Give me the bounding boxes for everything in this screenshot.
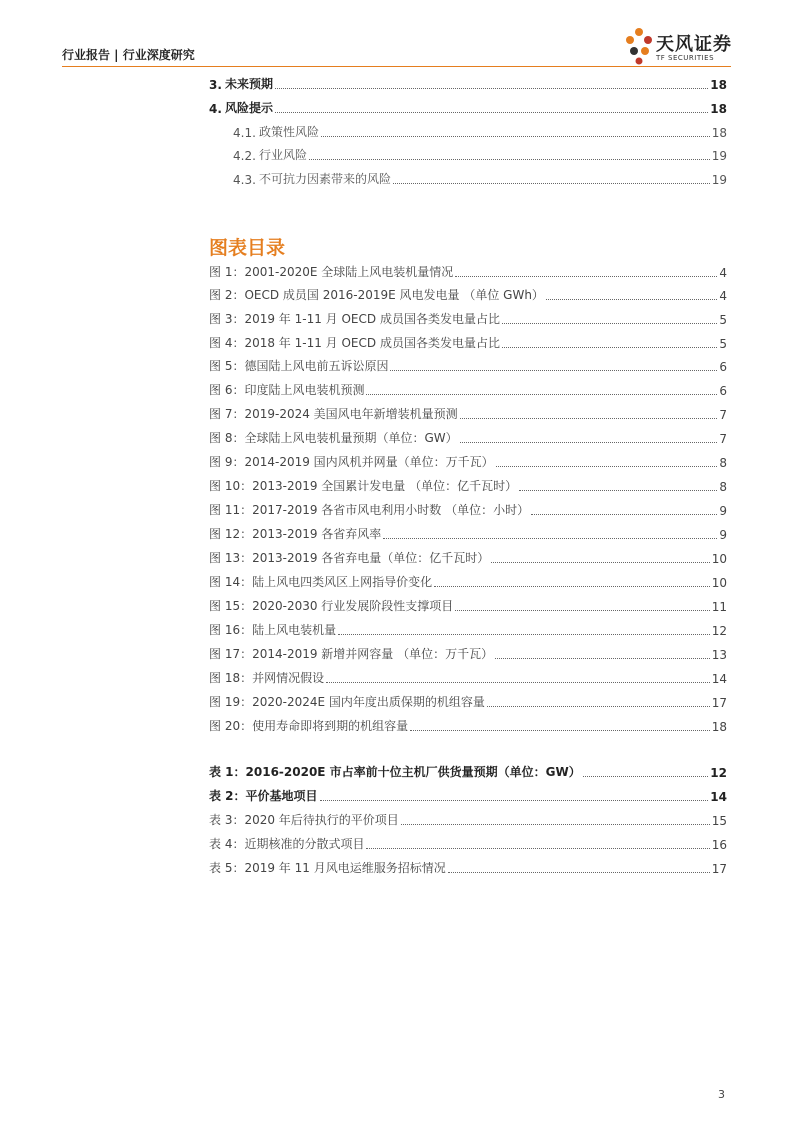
figure-text: 图 9：2014-2019 国内风机并网量（单位：万千瓦） [209, 455, 494, 469]
toc-entry[interactable] [209, 100, 727, 116]
toc-number: 4.1. [233, 126, 256, 140]
table-text: 表 1：2016-2020E 市占率前十位主机厂供货量预期（单位：GW） [209, 765, 581, 779]
table-text: 表 4：近期核准的分散式项目 [209, 837, 365, 851]
figure-page: 12 [711, 624, 727, 638]
figure-text: 图 11：2017-2019 各省市风电利用小时数 （单位：小时） [209, 503, 530, 517]
figure-page: 17 [711, 696, 727, 710]
figure-page: 8 [719, 480, 727, 494]
figure-text: 图 16：陆上风电装机量 [209, 623, 337, 637]
toc-leader [275, 112, 708, 113]
figure-page: 7 [719, 432, 727, 446]
figure-entry[interactable] [209, 526, 727, 542]
toc-leader [309, 159, 710, 160]
figure-entry[interactable] [209, 550, 727, 566]
toc-page: 18 [710, 78, 727, 92]
figure-leader [519, 490, 717, 491]
figure-page: 13 [711, 648, 727, 662]
report-header: 行业报告 | 行业深度研究 [62, 48, 195, 62]
figure-entry[interactable] [209, 430, 727, 446]
figures-section-title: 图表目录 [209, 237, 286, 259]
figure-text: 图 12：2013-2019 各省弃风率 [209, 527, 382, 541]
figure-leader [531, 514, 717, 515]
figure-page: 11 [711, 600, 727, 614]
figure-page: 9 [719, 528, 727, 542]
table-leader [583, 776, 709, 777]
table-entry[interactable] [209, 788, 727, 804]
table-page: 12 [710, 766, 727, 780]
figure-text: 图 17：2014-2019 新增并网容量 （单位：万千瓦） [209, 647, 494, 661]
figure-page: 18 [711, 720, 727, 734]
figure-page: 14 [711, 672, 727, 686]
figure-leader [460, 418, 718, 419]
table-page: 16 [711, 838, 727, 852]
figure-leader [383, 538, 717, 539]
figure-leader [338, 634, 710, 635]
figure-leader [496, 466, 718, 467]
toc-text: 风险提示 [225, 101, 274, 115]
figure-entry[interactable] [209, 502, 727, 518]
figure-leader [455, 276, 717, 277]
table-page: 14 [710, 790, 727, 804]
figure-text: 图 15：2020-2030 行业发展阶段性支撑项目 [209, 599, 454, 613]
table-leader [366, 848, 709, 849]
figure-entry[interactable] [209, 574, 727, 590]
figure-page: 4 [719, 266, 727, 280]
toc-number: 4. [209, 102, 222, 116]
figure-leader [455, 610, 709, 611]
figure-leader [502, 323, 717, 324]
figure-leader [434, 586, 710, 587]
figure-entry[interactable] [209, 358, 727, 374]
figure-page: 6 [719, 360, 727, 374]
toc-page: 19 [711, 149, 727, 163]
figure-entry[interactable] [209, 382, 727, 398]
figure-leader [491, 562, 709, 563]
figure-page: 5 [719, 337, 727, 351]
figure-leader [546, 299, 717, 300]
figure-entry[interactable] [209, 264, 727, 280]
toc-entry[interactable] [209, 76, 727, 92]
page-number: 3 [718, 1088, 725, 1101]
figure-text: 图 19：2020-2024E 国内年度出质保期的机组容量 [209, 695, 485, 709]
table-leader [401, 824, 710, 825]
figure-page: 10 [711, 552, 727, 566]
toc-entry[interactable] [233, 171, 727, 187]
toc-text: 行业风险 [259, 148, 308, 162]
figure-leader [410, 730, 710, 731]
figure-leader [326, 682, 710, 683]
toc-entry[interactable] [233, 124, 727, 140]
figure-entry[interactable] [209, 670, 727, 686]
toc-text: 不可抗力因素带来的风险 [259, 172, 392, 186]
table-leader [320, 800, 709, 801]
figure-page: 5 [719, 313, 727, 327]
figure-text: 图 2：OECD 成员国 2016-2019E 风电发电量 （单位 GWh） [209, 288, 544, 302]
toc-leader [321, 136, 710, 137]
figure-text: 图 8：全球陆上风电装机量预期（单位：GW） [209, 431, 458, 445]
figure-text: 图 5：德国陆上风电前五诉讼原因 [209, 359, 389, 373]
figure-entry[interactable] [209, 598, 727, 614]
figure-page: 4 [719, 289, 727, 303]
figure-entry[interactable] [209, 694, 727, 710]
figure-entry[interactable] [209, 406, 727, 422]
table-text: 表 5：2019 年 11 月风电运维服务招标情况 [209, 861, 446, 875]
figure-leader [487, 706, 710, 707]
figure-leader [460, 442, 718, 443]
figure-leader [502, 347, 717, 348]
figure-text: 图 1：2001-2020E 全球陆上风电装机量情况 [209, 265, 454, 279]
table-entry[interactable] [209, 860, 727, 876]
toc-leader [393, 183, 710, 184]
figure-leader [495, 658, 710, 659]
toc-page: 18 [711, 126, 727, 140]
table-entry[interactable] [209, 764, 727, 780]
table-leader [448, 872, 710, 873]
tf-logo-icon [622, 24, 656, 68]
figure-page: 9 [719, 504, 727, 518]
figure-text: 图 4：2018 年 1-11 月 OECD 成员国各类发电量占比 [209, 336, 500, 350]
table-text: 表 3：2020 年后待执行的平价项目 [209, 813, 399, 827]
toc-page: 18 [710, 102, 727, 116]
figure-entry[interactable] [209, 718, 727, 734]
toc-text: 未来预期 [225, 77, 274, 91]
table-page: 17 [711, 862, 727, 876]
company-logo [622, 24, 742, 68]
figure-leader [366, 394, 717, 395]
toc-text: 政策性风险 [259, 125, 320, 139]
table-text: 表 2：平价基地项目 [209, 789, 318, 803]
figure-page: 10 [711, 576, 727, 590]
toc-number: 3. [209, 78, 222, 92]
figure-text: 图 6：印度陆上风电装机预测 [209, 383, 365, 397]
toc-page: 19 [711, 173, 727, 187]
figure-text: 图 13：2013-2019 各省弃电量（单位：亿千瓦时） [209, 551, 490, 565]
figure-text: 图 10：2013-2019 全国累计发电量 （单位：亿千瓦时） [209, 479, 518, 493]
figure-text: 图 18：并网情况假设 [209, 671, 325, 685]
figure-text: 图 7：2019-2024 美国风电年新增装机量预测 [209, 407, 458, 421]
table-entry[interactable] [209, 812, 727, 828]
figure-text: 图 20：使用寿命即将到期的机组容量 [209, 719, 409, 733]
figure-entry[interactable] [209, 335, 727, 351]
figure-entry[interactable] [209, 646, 727, 662]
table-entry[interactable] [209, 836, 727, 852]
toc-leader [275, 88, 708, 89]
logo-subtext: TF SECURITIES [656, 54, 715, 62]
figure-entry[interactable] [209, 287, 727, 303]
toc-number: 4.2. [233, 149, 256, 163]
table-page: 15 [711, 814, 727, 828]
figure-entry[interactable] [209, 622, 727, 638]
figure-entry[interactable] [209, 311, 727, 327]
toc-number: 4.3. [233, 173, 256, 187]
figure-leader [390, 370, 717, 371]
figure-page: 6 [719, 384, 727, 398]
figure-page: 7 [719, 408, 727, 422]
figure-page: 8 [719, 456, 727, 470]
logo-text: 天风证券 [656, 34, 732, 55]
toc-entry[interactable] [233, 147, 727, 163]
figure-entry[interactable] [209, 478, 727, 494]
figure-text: 图 3：2019 年 1-11 月 OECD 成员国各类发电量占比 [209, 312, 500, 326]
figure-entry[interactable] [209, 454, 727, 470]
figure-text: 图 14：陆上风电四类风区上网指导价变化 [209, 575, 433, 589]
